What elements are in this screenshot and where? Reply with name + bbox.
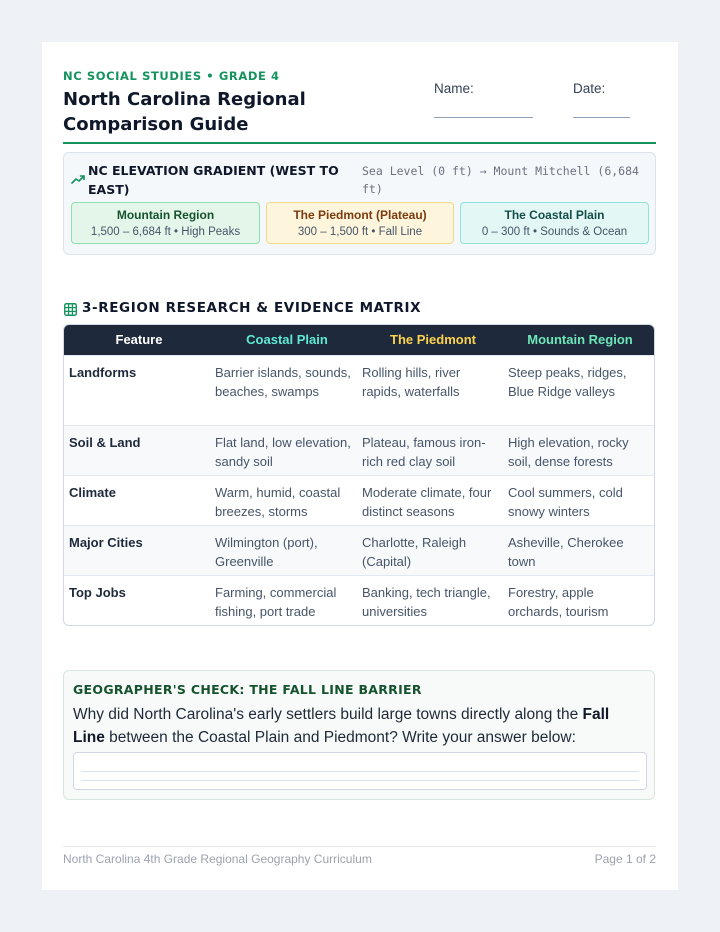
column-header-coastal-plain: Coastal Plain [246, 332, 328, 347]
check-title: GEOGRAPHER'S CHECK: THE FALL LINE BARRIER [73, 682, 422, 697]
row-feature: Soil & Land [69, 435, 141, 450]
date-label: Date: [573, 81, 606, 96]
question-text: Why did North Carolina's early settlers build large towns directly along the [73, 706, 583, 723]
zone-name: Mountain Region [116, 208, 215, 222]
row-feature: Climate [69, 485, 116, 500]
coastal-plain-cell: Warm, humid, coastal breezes, storms [215, 485, 341, 519]
evidence-matrix-table [63, 324, 655, 626]
trending-up-icon [71, 172, 85, 186]
table-grid-icon [64, 303, 77, 316]
row-feature: Major Cities [69, 535, 143, 550]
zone-detail: 300 – 1,500 ft • Fall Line [297, 226, 423, 238]
footer-page-number: Page 1 of 2 [594, 852, 656, 866]
table-row [64, 525, 654, 575]
footer-divider [63, 846, 656, 847]
header-divider [63, 142, 656, 144]
mountain-region-cell: Forestry, apple orchards, tourism [508, 585, 609, 619]
question-keyword: Fall Line [73, 706, 610, 746]
mountain-region-cell: High elevation, rocky soil, dense forests [508, 435, 629, 469]
coastal-plain-cell: Barrier islands, sounds, beaches, swamps [215, 365, 351, 399]
piedmont-cell: Plateau, famous iron-rich red clay soil [362, 435, 486, 469]
coastal-plain-cell: Flat land, low elevation, sandy soil [215, 435, 351, 469]
zone-coastal-plain [460, 202, 649, 244]
answer-line [81, 771, 639, 772]
elevation-title: NC ELEVATION GRADIENT (WEST TO EAST) [88, 163, 339, 197]
answer-field[interactable] [73, 752, 647, 790]
piedmont-cell: Rolling hills, river rapids, waterfalls [362, 365, 461, 399]
geographers-check-box [63, 670, 655, 800]
mountain-region-cell: Asheville, Cherokee town [508, 535, 624, 569]
date-field[interactable] [573, 117, 630, 118]
zone-piedmont [266, 202, 454, 244]
zone-detail: 1,500 – 6,684 ft • High Peaks [90, 226, 241, 238]
table-header [64, 325, 654, 355]
elevation-panel [63, 152, 656, 255]
column-header-mountain-region: Mountain Region [527, 332, 633, 347]
elevation-range: Sea Level (0 ft) → Mount Mitchell (6,684 ft) [362, 164, 639, 196]
zone-detail: 0 – 300 ft • Sounds & Ocean [481, 226, 628, 238]
check-question [73, 703, 645, 749]
page-title: North Carolina Regional Comparison Guide [63, 89, 306, 135]
mountain-region-cell: Cool summers, cold snowy winters [508, 485, 623, 519]
coastal-plain-cell: Farming, commercial fishing, port trade [215, 585, 337, 619]
footer-curriculum: North Carolina 4th Grade Regional Geography Curriculum [63, 852, 372, 866]
matrix-title: 3-REGION RESEARCH & EVIDENCE MATRIX [82, 300, 422, 316]
coastal-plain-cell: Wilmington (port), Greenville [215, 535, 318, 569]
table-row [64, 575, 654, 626]
piedmont-cell: Moderate climate, four distinct seasons [362, 485, 492, 519]
row-feature: Landforms [69, 365, 137, 380]
course-label: NC SOCIAL STUDIES • GRADE 4 [63, 69, 280, 83]
name-label: Name: [434, 81, 474, 96]
piedmont-cell: Banking, tech triangle, universities [362, 585, 491, 619]
column-header-piedmont: The Piedmont [390, 332, 476, 347]
name-field[interactable] [434, 117, 533, 118]
zone-mountain-region [71, 202, 260, 244]
table-row [64, 355, 654, 425]
worksheet-page [42, 42, 678, 890]
mountain-region-cell: Steep peaks, ridges, Blue Ridge valleys [508, 365, 627, 399]
piedmont-cell: Charlotte, Raleigh (Capital) [362, 535, 467, 569]
zone-name: The Piedmont (Plateau) [293, 208, 427, 222]
question-text-end: between the Coastal Plain and Piedmont? Write your answer below: [104, 729, 576, 746]
answer-line [81, 780, 639, 781]
table-row [64, 425, 654, 475]
column-header-feature: Feature [115, 332, 163, 347]
table-row [64, 475, 654, 525]
zone-name: The Coastal Plain [504, 208, 605, 222]
row-feature: Top Jobs [69, 585, 126, 600]
